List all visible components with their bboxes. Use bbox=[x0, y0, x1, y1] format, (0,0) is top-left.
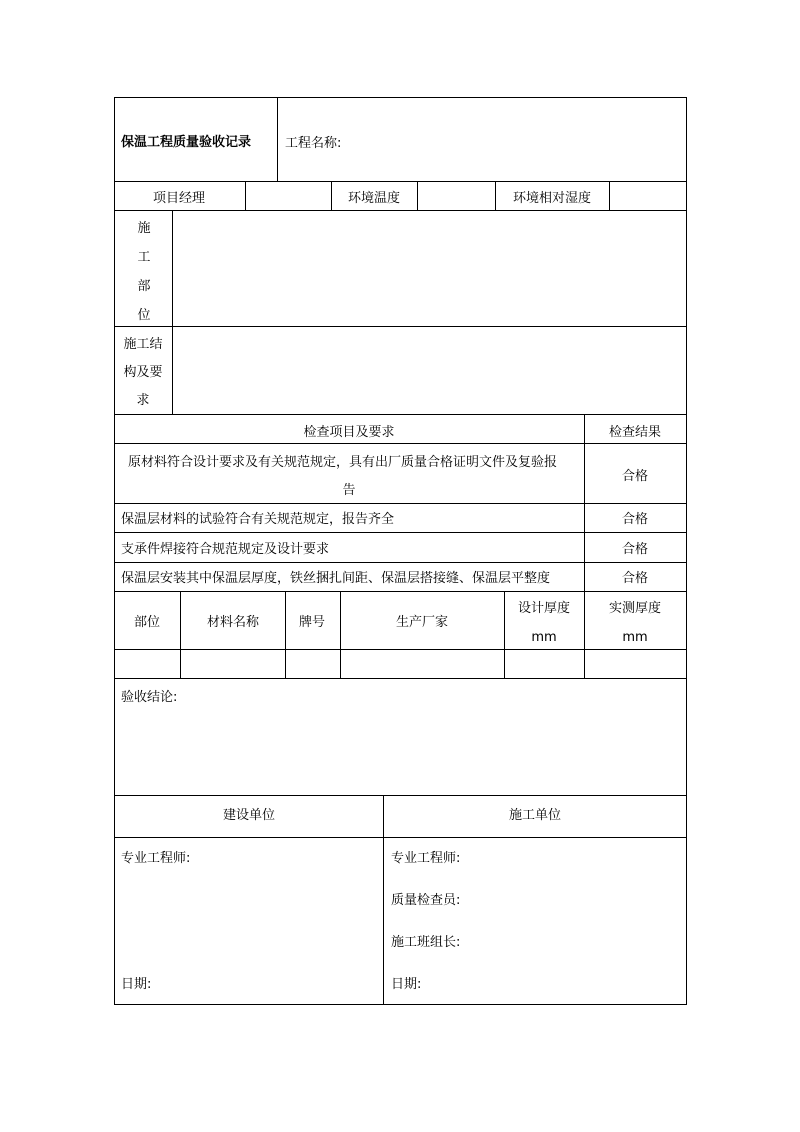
quality-inspector-label: 质量检查员: bbox=[391, 893, 461, 908]
border-line bbox=[285, 591, 286, 678]
contractor-engineer-label: 专业工程师: bbox=[391, 851, 461, 866]
ambient-humidity-label: 环境相对湿度 bbox=[512, 191, 592, 206]
border-line bbox=[277, 97, 278, 181]
structure-requirements-label: 施工结 构及要 求 bbox=[123, 337, 163, 408]
border-line bbox=[114, 97, 687, 98]
border-line bbox=[114, 326, 687, 327]
inspection-item: 原材料符合设计要求及有关规范规定，具有出厂质量合格证明文件及复验报 bbox=[128, 455, 558, 470]
inspection-result: 合格 bbox=[621, 571, 649, 586]
inspection-item: 保温层安装其中保温层厚度，铁丝捆扎间距、保温层搭接缝、保温层平整度 bbox=[121, 571, 551, 586]
border-line bbox=[584, 414, 585, 591]
border-line bbox=[114, 181, 687, 182]
team-leader-label: 施工班组长: bbox=[391, 935, 461, 950]
construction-unit-header: 施工单位 bbox=[508, 808, 562, 823]
border-line bbox=[114, 414, 687, 415]
form-title: 保温工程质量验收记录 bbox=[121, 135, 252, 150]
inspection-item: 支承件焊接符合规范规定及设计要求 bbox=[121, 542, 330, 557]
border-line bbox=[417, 181, 418, 210]
border-line bbox=[180, 591, 181, 678]
border-line bbox=[331, 181, 332, 210]
border-line bbox=[495, 181, 496, 210]
inspection-result: 合格 bbox=[621, 542, 649, 557]
inspection-item-continuation: 告 bbox=[342, 483, 356, 498]
inspection-item: 保温层材料的试验符合有关规范规定，报告齐全 bbox=[121, 512, 395, 527]
contractor-date-label: 日期: bbox=[391, 977, 422, 992]
manufacturer-header: 生产厂家 bbox=[395, 615, 449, 630]
border-line bbox=[114, 1004, 687, 1005]
owner-date-label: 日期: bbox=[121, 977, 152, 992]
border-line bbox=[172, 210, 173, 414]
border-line bbox=[114, 837, 687, 838]
border-line bbox=[340, 591, 341, 678]
design-thickness-unit: mm bbox=[531, 630, 557, 645]
border-line bbox=[245, 181, 246, 210]
project-manager-label: 项目经理 bbox=[152, 191, 206, 206]
ambient-temp-label: 环境温度 bbox=[347, 191, 401, 206]
border-line bbox=[504, 591, 505, 678]
border-line bbox=[114, 562, 687, 563]
material-name-header: 材料名称 bbox=[206, 615, 260, 630]
border-line bbox=[114, 795, 687, 796]
border-line bbox=[114, 678, 687, 679]
border-line bbox=[114, 649, 687, 650]
construction-part-label: 施 工 部 位 bbox=[137, 221, 151, 323]
inspection-item-header: 检查项目及要求 bbox=[303, 425, 395, 440]
project-name-label: 工程名称: bbox=[285, 136, 342, 151]
owner-unit-header: 建设单位 bbox=[222, 808, 276, 823]
conclusion-label: 验收结论: bbox=[121, 690, 178, 705]
border-line bbox=[114, 503, 687, 504]
border-line bbox=[686, 97, 687, 1005]
border-line bbox=[114, 210, 687, 211]
inspection-result: 合格 bbox=[621, 469, 649, 484]
material-part-header: 部位 bbox=[133, 615, 161, 630]
border-line bbox=[584, 591, 585, 678]
border-line bbox=[114, 591, 687, 592]
border-line bbox=[114, 97, 115, 1005]
border-line bbox=[383, 795, 384, 1004]
design-thickness-header: 设计厚度 bbox=[517, 601, 571, 616]
measured-thickness-header: 实测厚度 bbox=[608, 601, 662, 616]
material-brand-header: 牌号 bbox=[298, 615, 326, 630]
border-line bbox=[609, 181, 610, 210]
measured-thickness-unit: mm bbox=[622, 630, 648, 645]
inspection-result: 合格 bbox=[621, 512, 649, 527]
border-line bbox=[114, 532, 687, 533]
border-line bbox=[114, 443, 687, 444]
inspection-result-header: 检查结果 bbox=[608, 425, 662, 440]
owner-engineer-label: 专业工程师: bbox=[121, 851, 191, 866]
